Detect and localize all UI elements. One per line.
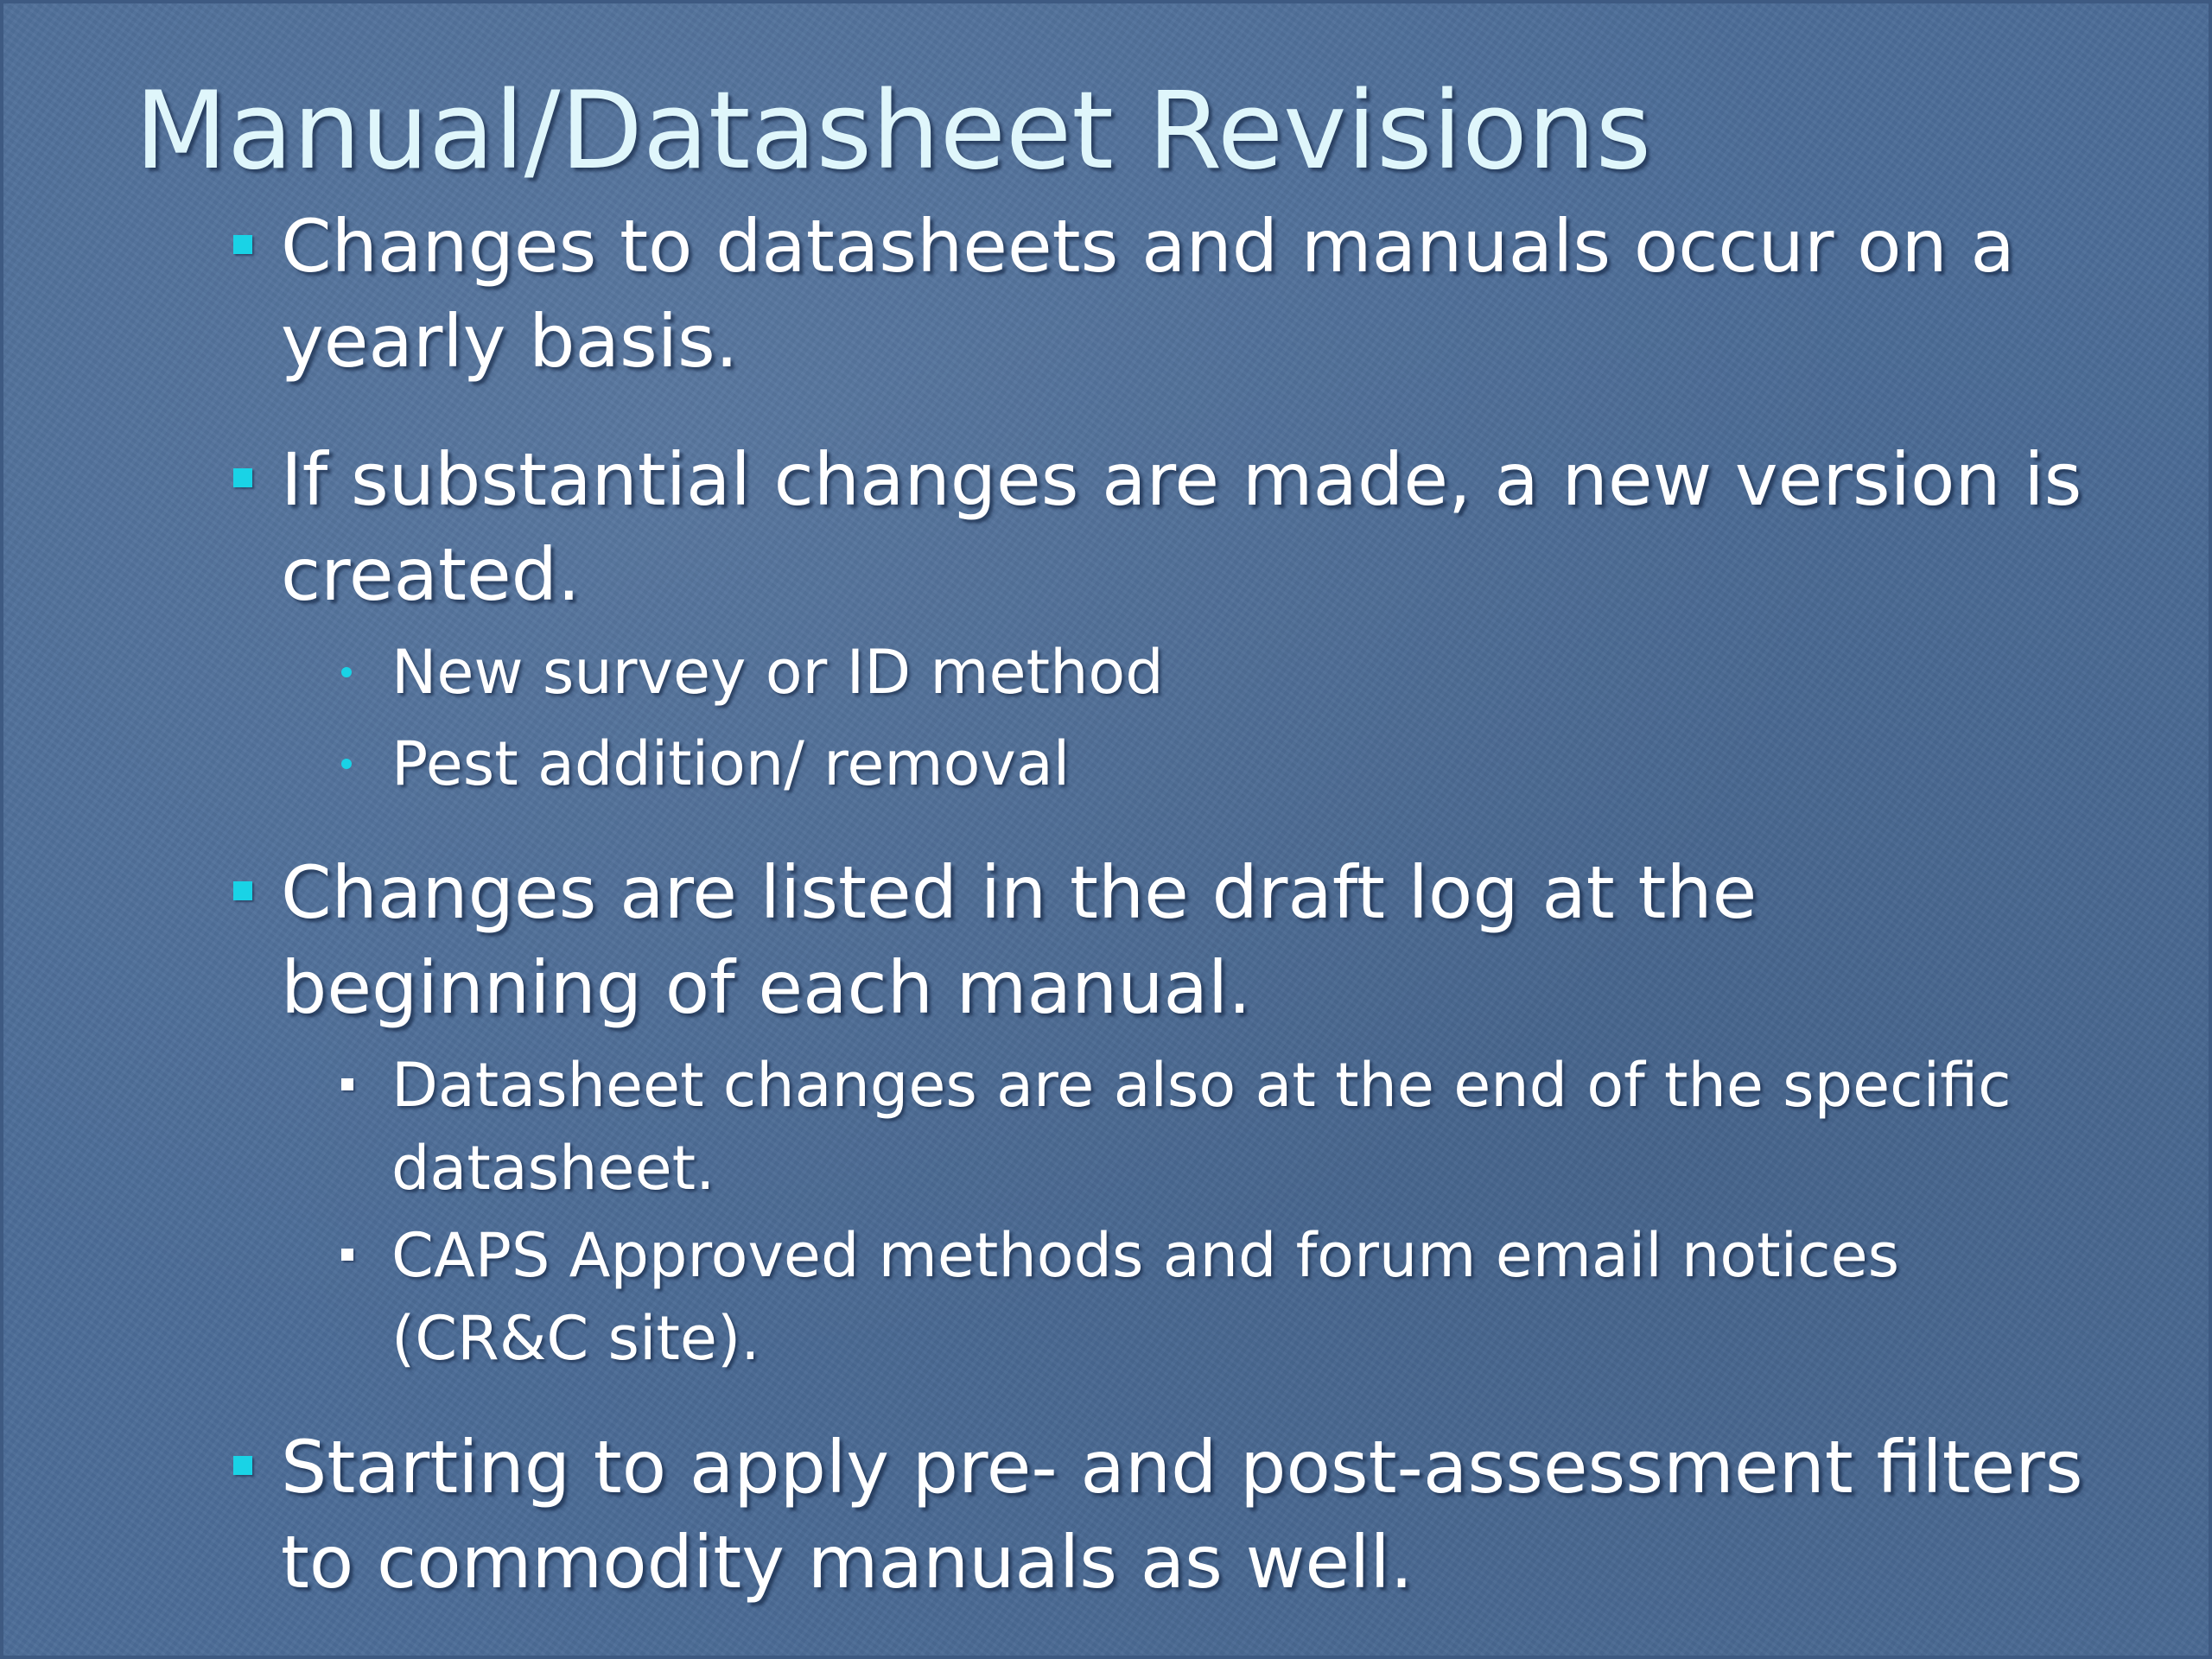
bullet-text: Changes are listed in the draft log at the beginning of each manual. — [281, 850, 1758, 1030]
sub-bullet-item — [391, 631, 2085, 714]
sub-bullet-item — [391, 1214, 2085, 1380]
cyan-dot-bullet-icon — [341, 667, 352, 677]
bullet-item — [281, 845, 2139, 1035]
cyan-square-bullet-icon — [233, 1456, 252, 1475]
white-square-bullet-icon — [341, 1249, 353, 1261]
bullet-text: Changes to datasheets and manuals occur on a yearly basis. — [281, 204, 2015, 384]
bullet-text: If substantial changes are made, a new version is created. — [281, 437, 2082, 617]
sub-bullet-text: CAPS Approved methods and forum email notices (CR&C site). — [391, 1220, 1900, 1374]
slide-title: Manual/Datasheet Revisions — [135, 69, 1652, 194]
bullet-item — [281, 432, 2139, 622]
cyan-square-bullet-icon — [233, 235, 252, 254]
white-square-bullet-icon — [341, 1078, 353, 1090]
cyan-square-bullet-icon — [233, 468, 252, 487]
sub-bullet-item — [391, 722, 2085, 805]
sub-bullet-text: Pest addition/ removal — [391, 728, 1071, 799]
bullet-text: Starting to apply pre- and post-assessment filters to commodity manuals as well. — [281, 1425, 2083, 1605]
sub-bullet-text: Datasheet changes are also at the end of the specific datasheet. — [391, 1050, 2012, 1204]
cyan-dot-bullet-icon — [341, 759, 352, 769]
sub-bullet-item — [391, 1044, 2085, 1210]
cyan-square-bullet-icon — [233, 881, 252, 900]
bullet-item — [281, 199, 2139, 389]
bullet-item — [281, 1420, 2139, 1610]
sub-bullet-text: New survey or ID method — [391, 637, 1164, 708]
